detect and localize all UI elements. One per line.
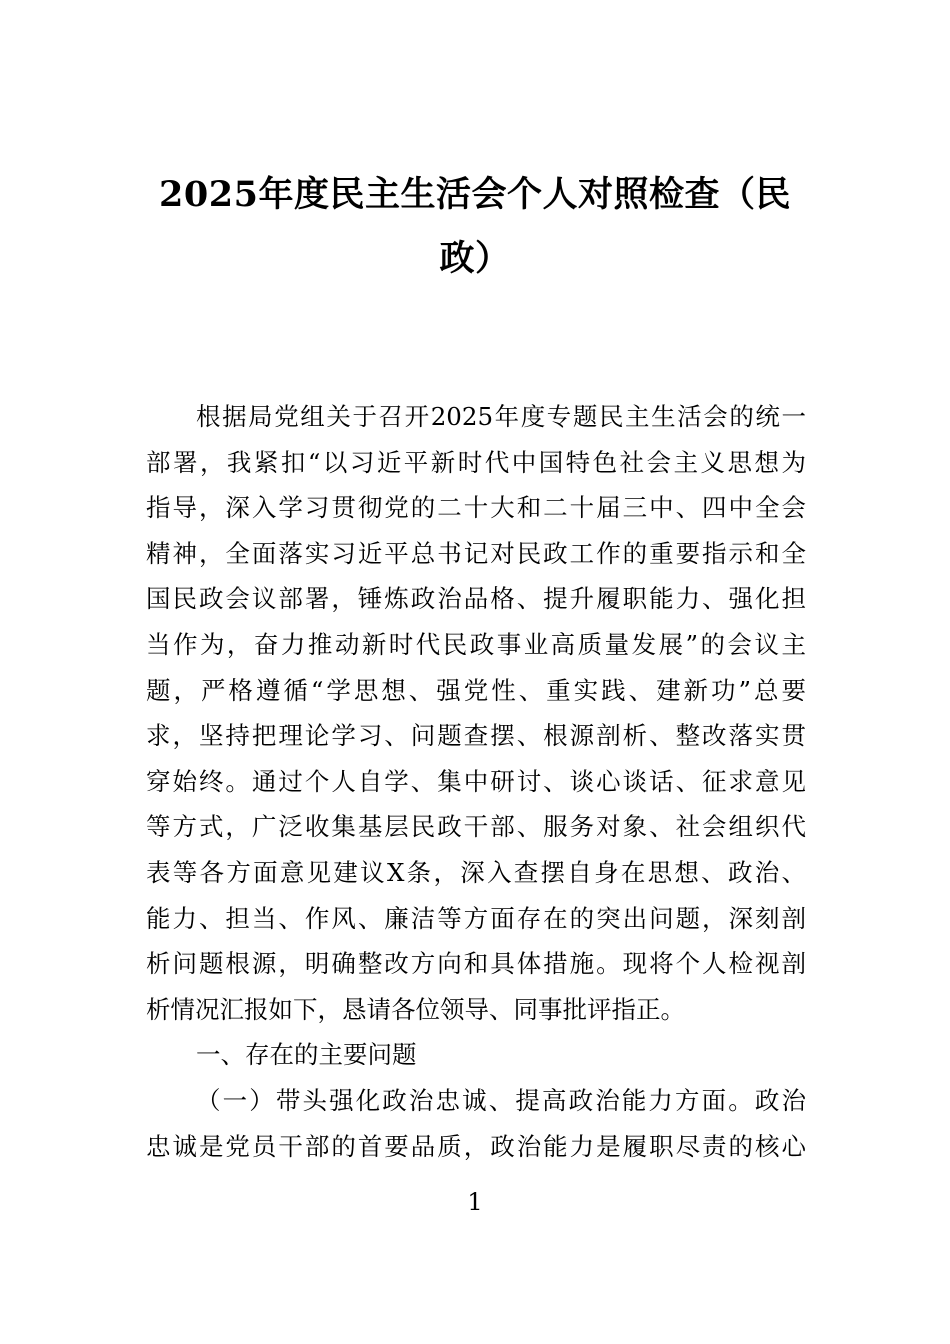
document-body [146,394,806,1169]
paragraph-line: 表等各方面意见建议X条，深入查摆自身在思想、政治、 [146,857,806,887]
document-title-line-1: 2025年度民主生活会个人对照检查（民 [159,174,791,215]
paragraph-line: 析问题根源，明确整改方向和具体措施。现将个人检视剖 [146,949,806,979]
paragraph-line: 析情况汇报如下，恳请各位领导、同事批评指正。 [146,994,685,1024]
paragraph-line: 国民政会议部署，锤炼政治品格、提升履职能力、强化担 [146,584,806,614]
paragraph-line: 精神，全面落实习近平总书记对民政工作的重要指示和全 [146,538,806,568]
subsection-heading: （一）带头强化政治忠诚、提高政治能力方面。 [196,1085,755,1115]
subsection-text-start: 政治 [754,1085,807,1115]
paragraph-line: 能力、担当、作风、廉洁等方面存在的突出问题，深刻剖 [146,903,806,933]
page-number: 1 [467,1188,483,1216]
paragraph-line: 求，坚持把理论学习、问题查摆、根源剖析、整改落实贯 [146,721,806,751]
paragraph-line: 部署，我紧扣“以习近平新时代中国特色社会主义思想为 [146,447,806,477]
paragraph-line: 穿始终。通过个人自学、集中研讨、谈心谈话、征求意见 [146,766,806,796]
paragraph-line: 等方式，广泛收集基层民政干部、服务对象、社会组织代 [146,812,806,842]
paragraph-line: 题，严格遵循“学思想、强党性、重实践、建新功”总要 [146,675,806,705]
paragraph-line: 当作为，奋力推动新时代民政事业高质量发展”的会议主 [146,629,806,659]
paragraph-line: 指导，深入学习贯彻党的二十大和二十届三中、四中全会 [146,493,806,523]
section-heading: 一、存在的主要问题 [196,1040,417,1070]
paragraph-line: 根据局党组关于召开2025年度专题民主生活会的统一 [196,402,806,431]
subsection-heading-line [146,1078,806,1124]
paragraph-line: 忠诚是党员干部的首要品质，政治能力是履职尽责的核心 [146,1131,806,1161]
document-title-line-2: 政） [439,238,511,279]
